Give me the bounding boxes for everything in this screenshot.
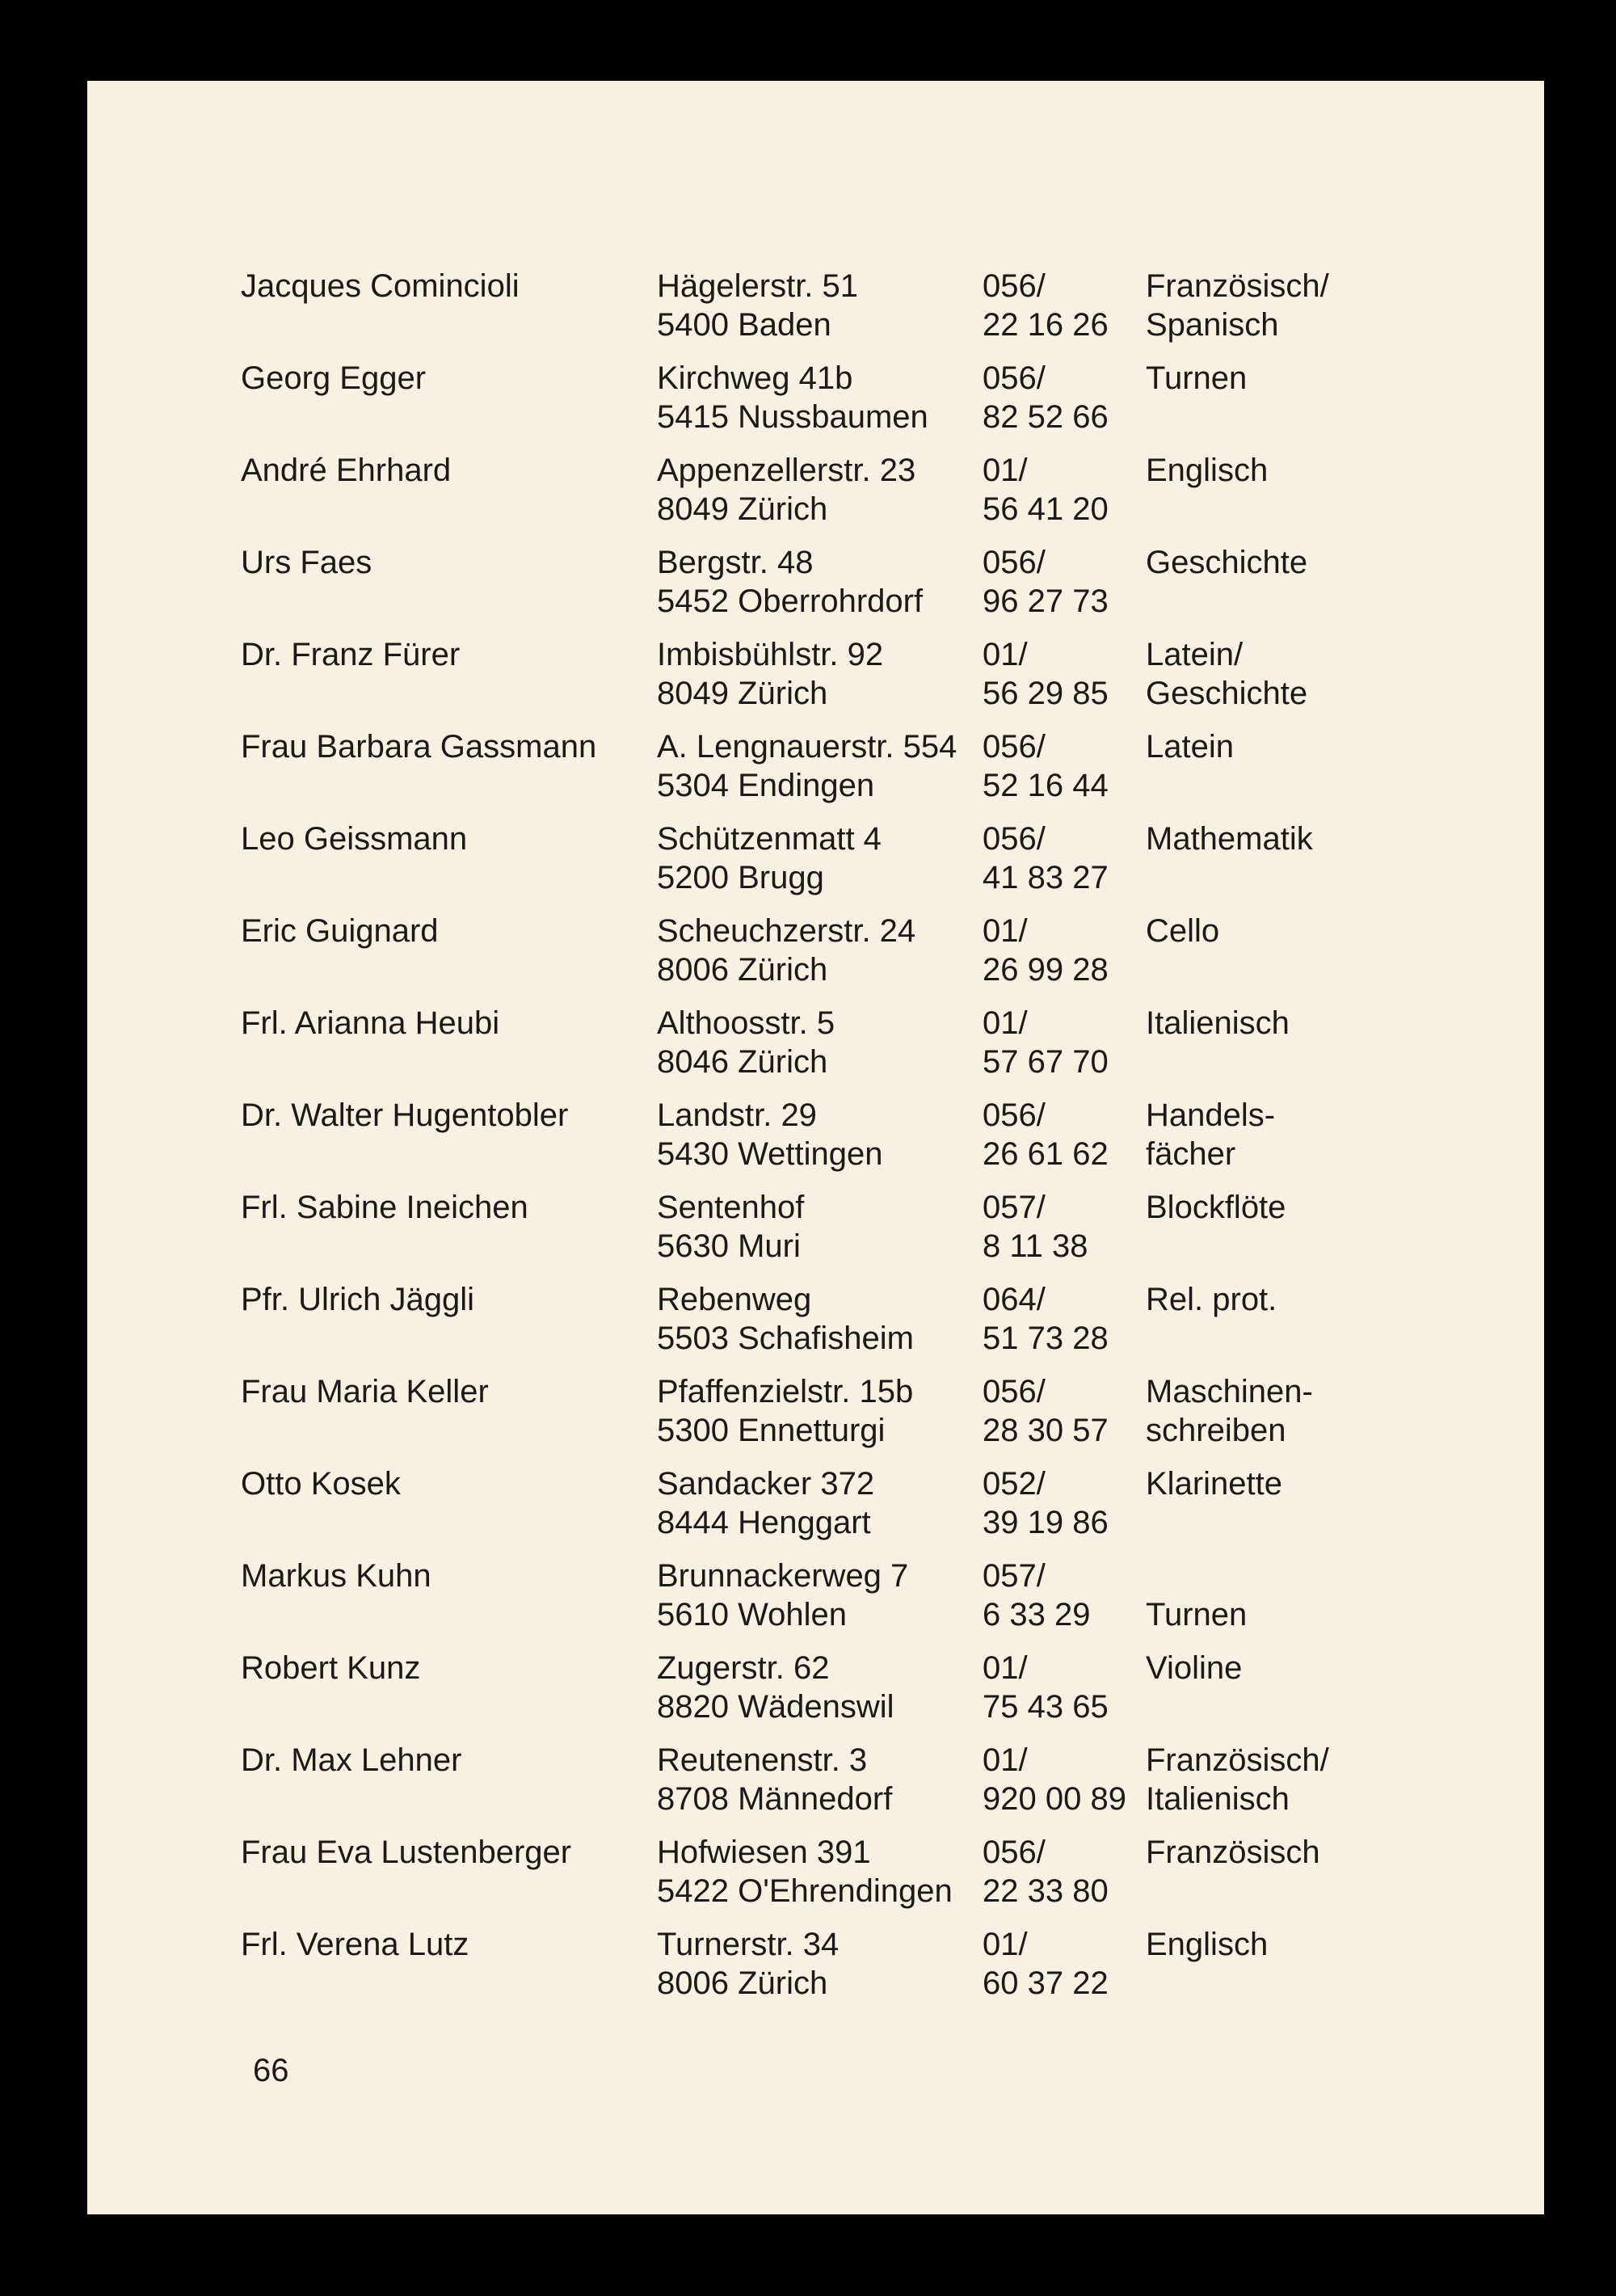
directory-row [241, 451, 1469, 543]
directory-row [241, 267, 1469, 359]
phone-number-cell [983, 819, 1109, 897]
address-city: 8820 Wädenswil [657, 1689, 894, 1725]
subject-subject1: Cello [1146, 913, 1220, 949]
teacher-name-cell [241, 1096, 568, 1135]
subject-subject2: Geschichte [1146, 676, 1308, 711]
phone-number-phone: 52 16 44 [983, 768, 1109, 803]
address-city: 8708 Männedorf [657, 1781, 893, 1817]
phone-number-area: 01/ [983, 1927, 1028, 1962]
teacher-name-cell [241, 1004, 499, 1043]
address-street: Kirchweg 41b [657, 360, 853, 396]
subject-subject2 [1146, 490, 1268, 529]
phone-number-phone: 51 73 28 [983, 1321, 1109, 1356]
directory-row [241, 1741, 1469, 1833]
phone-number-cell [983, 267, 1109, 344]
address-city: 8046 Zürich [657, 1044, 828, 1080]
subject-cell [1146, 1280, 1277, 1358]
teacher-name-cell [241, 267, 520, 305]
address-cell [657, 543, 923, 621]
phone-number-area: 01/ [983, 1742, 1028, 1778]
teacher-name-name: Frau Maria Keller [241, 1374, 489, 1409]
phone-number-phone: 56 29 85 [983, 676, 1109, 711]
address-street: Bergstr. 48 [657, 545, 814, 580]
phone-number-cell [983, 1464, 1109, 1542]
document-page [87, 81, 1544, 2214]
address-city: 8006 Zürich [657, 1965, 828, 2001]
subject-cell [1146, 1925, 1268, 2003]
phone-number-phone: 82 52 66 [983, 399, 1109, 435]
subject-subject2: fächer [1146, 1136, 1236, 1172]
directory-row [241, 1188, 1469, 1280]
phone-number-cell [983, 1649, 1109, 1726]
subject-cell [1146, 543, 1307, 621]
subject-cell [1146, 819, 1313, 897]
teacher-name-name: André Ehrhard [241, 453, 452, 488]
phone-number-phone: 22 16 26 [983, 307, 1109, 343]
directory-row [241, 1649, 1469, 1741]
address-street: Turnerstr. 34 [657, 1927, 840, 1962]
subject-subject2 [1146, 1043, 1290, 1081]
address-city: 8049 Zürich [657, 676, 828, 711]
address-city: 5610 Wohlen [657, 1597, 847, 1632]
phone-number-phone: 39 19 86 [983, 1505, 1109, 1540]
phone-number-cell [983, 1925, 1109, 2003]
subject-subject1: Klarinette [1146, 1466, 1282, 1502]
subject-cell [1146, 1004, 1290, 1081]
directory-row [241, 1096, 1469, 1188]
subject-subject1 [1146, 1557, 1247, 1595]
subject-cell [1146, 1188, 1286, 1266]
phone-number-phone: 920 00 89 [983, 1781, 1126, 1817]
phone-number-area: 01/ [983, 453, 1028, 488]
address-city: 5400 Baden [657, 307, 831, 343]
teacher-name-cell [241, 912, 439, 950]
teacher-name-name: Urs Faes [241, 545, 372, 580]
address-street: Schützenmatt 4 [657, 821, 882, 857]
address-street: Hägelerstr. 51 [657, 268, 859, 304]
phone-number-phone: 26 99 28 [983, 952, 1109, 988]
teacher-name-cell [241, 451, 451, 490]
address-city: 5452 Oberrohrdorf [657, 583, 924, 619]
phone-number-cell [983, 1833, 1109, 1911]
page-number: 66 [253, 2053, 289, 2088]
phone-number-phone: 60 37 22 [983, 1965, 1109, 2001]
directory-row [241, 1833, 1469, 1925]
teacher-name-name: Jacques Comincioli [241, 268, 520, 304]
teacher-name-name: Georg Egger [241, 360, 427, 396]
address-street: Hofwiesen 391 [657, 1835, 871, 1870]
address-city: 5415 Nussbaumen [657, 399, 928, 435]
address-cell [657, 1557, 908, 1634]
phone-number-cell [983, 635, 1109, 713]
address-cell [657, 1280, 914, 1358]
address-cell [657, 635, 883, 713]
directory-row [241, 1557, 1469, 1649]
teacher-name-name: Dr. Franz Fürer [241, 637, 461, 672]
address-street: Appenzellerstr. 23 [657, 453, 916, 488]
phone-number-phone: 75 43 65 [983, 1689, 1109, 1725]
phone-number-phone: 96 27 73 [983, 583, 1109, 619]
subject-cell [1146, 727, 1234, 805]
phone-number-cell [983, 912, 1109, 989]
subject-cell [1146, 1833, 1320, 1911]
subject-subject2 [1146, 858, 1313, 897]
address-cell [657, 1188, 804, 1266]
subject-subject2: Spanisch [1146, 307, 1279, 343]
phone-number-phone: 8 11 38 [983, 1228, 1088, 1264]
subject-subject1: Französisch/ [1146, 1742, 1329, 1778]
address-street: Brunnackerweg 7 [657, 1558, 909, 1594]
address-street: Zugerstr. 62 [657, 1650, 830, 1686]
directory-row [241, 819, 1469, 912]
teacher-name-cell [241, 1649, 420, 1687]
teacher-name-cell [241, 543, 372, 582]
subject-subject1: Französisch [1146, 1835, 1320, 1870]
subject-cell [1146, 635, 1307, 713]
teacher-name-cell [241, 727, 596, 766]
phone-number-phone: 57 67 70 [983, 1044, 1109, 1080]
phone-number-area: 01/ [983, 913, 1028, 949]
teacher-name-cell [241, 1925, 469, 1964]
subject-cell [1146, 267, 1329, 344]
subject-subject1: Geschichte [1146, 545, 1308, 580]
address-street: Althoosstr. 5 [657, 1005, 835, 1041]
subject-subject1: Italienisch [1146, 1005, 1290, 1041]
directory-row [241, 1004, 1469, 1096]
subject-subject2 [1146, 1872, 1320, 1911]
address-cell [657, 1741, 892, 1818]
teacher-name-name: Eric Guignard [241, 913, 439, 949]
address-cell [657, 912, 915, 989]
teacher-name-cell [241, 1188, 528, 1227]
teacher-name-cell [241, 1280, 474, 1319]
phone-number-phone: 22 33 80 [983, 1873, 1109, 1909]
address-street: Reutenenstr. 3 [657, 1742, 868, 1778]
address-city: 5430 Wettingen [657, 1136, 883, 1172]
subject-subject2 [1146, 1687, 1242, 1726]
address-city: 5300 Ennetturgi [657, 1413, 886, 1448]
address-street: Imbisbühlstr. 92 [657, 637, 884, 672]
address-city: 5422 O'Ehrendingen [657, 1873, 953, 1909]
subject-cell [1146, 359, 1247, 436]
phone-number-area: 056/ [983, 1374, 1046, 1409]
phone-number-area: 056/ [983, 360, 1046, 396]
subject-subject2 [1146, 1227, 1286, 1266]
teacher-name-cell [241, 1741, 461, 1780]
subject-subject2 [1146, 1964, 1268, 2003]
address-city: 5503 Schafisheim [657, 1321, 914, 1356]
subject-subject2 [1146, 1319, 1277, 1358]
address-cell [657, 267, 858, 344]
phone-number-cell [983, 1557, 1090, 1634]
teacher-name-cell [241, 359, 426, 398]
phone-number-phone: 56 41 20 [983, 491, 1109, 527]
subject-subject2 [1146, 582, 1307, 621]
phone-number-cell [983, 1280, 1109, 1358]
subject-subject2: Turnen [1146, 1597, 1248, 1632]
subject-subject1: Latein [1146, 729, 1234, 765]
phone-number-area: 01/ [983, 637, 1028, 672]
teacher-name-name: Dr. Walter Hugentobler [241, 1097, 569, 1133]
phone-number-phone: 41 83 27 [983, 860, 1109, 895]
teacher-name-name: Frl. Sabine Ineichen [241, 1190, 528, 1225]
address-street: Sentenhof [657, 1190, 805, 1225]
address-cell [657, 1833, 953, 1911]
phone-number-cell [983, 727, 1109, 805]
phone-number-area: 056/ [983, 729, 1046, 765]
address-cell [657, 359, 928, 436]
subject-subject1: Turnen [1146, 360, 1248, 396]
address-street: Sandacker 372 [657, 1466, 875, 1502]
directory-row [241, 359, 1469, 451]
subject-subject2: schreiben [1146, 1413, 1286, 1448]
teacher-name-name: Dr. Max Lehner [241, 1742, 462, 1778]
address-city: 5630 Muri [657, 1228, 801, 1264]
address-cell [657, 1925, 839, 2003]
address-cell [657, 1649, 894, 1726]
address-cell [657, 727, 957, 805]
directory-row [241, 727, 1469, 819]
phone-number-area: 056/ [983, 268, 1046, 304]
teacher-name-name: Leo Geissmann [241, 821, 468, 857]
teacher-name-cell [241, 819, 467, 858]
phone-number-cell [983, 543, 1109, 621]
phone-number-cell [983, 1372, 1109, 1450]
teacher-name-cell [241, 635, 460, 674]
directory-row [241, 912, 1469, 1004]
phone-number-area: 064/ [983, 1282, 1046, 1317]
directory-row [241, 1372, 1469, 1464]
address-cell [657, 451, 915, 529]
subject-cell [1146, 451, 1268, 529]
phone-number-cell [983, 1188, 1088, 1266]
subject-subject2 [1146, 950, 1219, 989]
teacher-name-cell [241, 1557, 431, 1595]
subject-cell [1146, 1464, 1282, 1542]
phone-number-area: 01/ [983, 1005, 1028, 1041]
teacher-name-name: Markus Kuhn [241, 1558, 431, 1594]
subject-subject1: Englisch [1146, 453, 1269, 488]
address-city: 8006 Zürich [657, 952, 828, 988]
phone-number-cell [983, 1741, 1126, 1818]
address-cell [657, 1004, 835, 1081]
subject-subject2: Italienisch [1146, 1781, 1290, 1817]
subject-subject1: Blockflöte [1146, 1190, 1286, 1225]
subject-cell [1146, 912, 1219, 989]
address-cell [657, 1096, 882, 1173]
phone-number-phone: 6 33 29 [983, 1597, 1091, 1632]
subject-subject2 [1146, 398, 1247, 436]
subject-subject2 [1146, 1503, 1282, 1542]
phone-number-area: 057/ [983, 1558, 1046, 1594]
phone-number-area: 056/ [983, 1097, 1046, 1133]
subject-subject1: Englisch [1146, 1927, 1269, 1962]
address-cell [657, 819, 882, 897]
address-street: Scheuchzerstr. 24 [657, 913, 916, 949]
phone-number-phone: 28 30 57 [983, 1413, 1109, 1448]
phone-number-cell [983, 1004, 1109, 1081]
address-street: Rebenweg [657, 1282, 812, 1317]
teacher-name-name: Otto Kosek [241, 1466, 401, 1502]
subject-subject1: Mathematik [1146, 821, 1313, 857]
subject-subject1: Rel. prot. [1146, 1282, 1277, 1317]
address-street: Pfaffenzielstr. 15b [657, 1374, 914, 1409]
teacher-name-name: Frl. Arianna Heubi [241, 1005, 500, 1041]
phone-number-area: 057/ [983, 1190, 1046, 1225]
directory-row [241, 1464, 1469, 1557]
subject-subject1: Handels- [1146, 1097, 1276, 1133]
phone-number-area: 052/ [983, 1466, 1046, 1502]
directory-row [241, 1280, 1469, 1372]
subject-subject1: Maschinen- [1146, 1374, 1313, 1409]
teacher-name-name: Frau Eva Lustenberger [241, 1835, 572, 1870]
teacher-name-cell [241, 1372, 489, 1411]
subject-subject1: Latein/ [1146, 637, 1244, 672]
address-cell [657, 1464, 874, 1542]
subject-subject2 [1146, 766, 1234, 805]
directory-row [241, 543, 1469, 635]
subject-cell [1146, 1372, 1313, 1450]
teacher-directory [241, 267, 1469, 2017]
phone-number-cell [983, 359, 1109, 436]
subject-subject1: Französisch/ [1146, 268, 1329, 304]
teacher-name-cell [241, 1464, 401, 1503]
subject-subject1: Violine [1146, 1650, 1243, 1686]
teacher-name-name: Pfr. Ulrich Jäggli [241, 1282, 474, 1317]
phone-number-cell [983, 451, 1109, 529]
teacher-name-name: Frl. Verena Lutz [241, 1927, 469, 1962]
teacher-name-name: Frau Barbara Gassmann [241, 729, 597, 765]
subject-cell [1146, 1649, 1242, 1726]
address-street: A. Lengnauerstr. 554 [657, 729, 957, 765]
address-city: 8049 Zürich [657, 491, 828, 527]
phone-number-area: 056/ [983, 821, 1046, 857]
directory-row [241, 635, 1469, 727]
phone-number-area: 01/ [983, 1650, 1028, 1686]
subject-cell [1146, 1557, 1247, 1634]
teacher-name-cell [241, 1833, 571, 1872]
subject-cell [1146, 1741, 1329, 1818]
teacher-name-name: Robert Kunz [241, 1650, 421, 1686]
address-street: Landstr. 29 [657, 1097, 817, 1133]
phone-number-area: 056/ [983, 1835, 1046, 1870]
address-cell [657, 1372, 913, 1450]
phone-number-area: 056/ [983, 545, 1046, 580]
address-city: 5304 Endingen [657, 768, 875, 803]
address-city: 5200 Brugg [657, 860, 824, 895]
phone-number-phone: 26 61 62 [983, 1136, 1109, 1172]
address-city: 8444 Henggart [657, 1505, 871, 1540]
subject-cell [1146, 1096, 1275, 1173]
phone-number-cell [983, 1096, 1109, 1173]
directory-row [241, 1925, 1469, 2017]
